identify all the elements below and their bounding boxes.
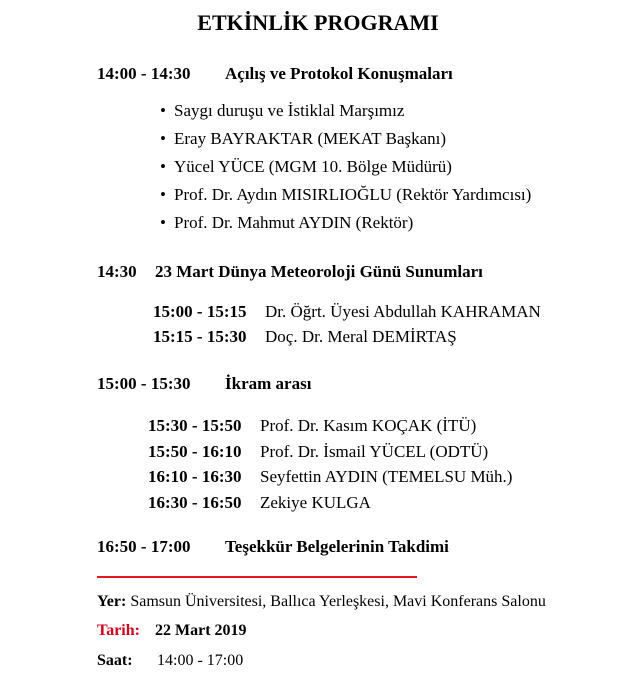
talk-row xyxy=(148,416,476,436)
talk-row xyxy=(153,327,457,347)
talk-row xyxy=(148,442,488,462)
bullet-icon: • xyxy=(160,213,166,232)
opening-time: 14:00 - 14:30 xyxy=(97,64,191,83)
talk-row xyxy=(148,493,371,513)
bullet-icon: • xyxy=(160,101,166,120)
talk-time: 15:15 - 15:30 xyxy=(153,327,247,346)
date-value: 22 Mart 2019 xyxy=(155,622,247,639)
date-info xyxy=(97,622,247,640)
list-item: • Eray BAYRAKTAR (MEKAT Başkanı) xyxy=(160,129,447,148)
list-item: • Yücel YÜCE (MGM 10. Bölge Müdürü) xyxy=(160,157,452,176)
talk-row xyxy=(148,467,512,487)
closing-title: Teşekkür Belgelerinin Takdimi xyxy=(225,537,449,556)
time-value: 14:00 - 17:00 xyxy=(157,652,244,669)
bullet-icon: • xyxy=(160,129,166,148)
break-time: 15:00 - 15:30 xyxy=(97,374,191,393)
talk-speaker: Prof. Dr. İsmail YÜCEL (ODTÜ) xyxy=(260,442,489,461)
opening-title: Açılış ve Protokol Konuşmaları xyxy=(225,64,453,83)
list-item: • Prof. Dr. Aydın MISIRLIOĞLU (Rektör Yardımcısı) xyxy=(160,185,532,204)
talk-speaker: Doç. Dr. Meral DEMİRTAŞ xyxy=(265,327,457,346)
session1-time: 14:30 xyxy=(97,262,137,281)
opening-header xyxy=(97,64,453,84)
session1-title: 23 Mart Dünya Meteoroloji Günü Sunumları xyxy=(155,262,483,281)
place-value: Samsun Üniversitesi, Ballıca Yerleşkesi, Mavi Konferans Salonu xyxy=(130,593,546,610)
talk-time: 15:30 - 15:50 xyxy=(148,416,242,435)
break-header xyxy=(97,374,311,394)
time-label: Saat: xyxy=(97,652,133,669)
place-info xyxy=(97,593,546,611)
talk-speaker: Dr. Öğrt. Üyesi Abdullah KAHRAMAN xyxy=(265,302,541,321)
divider-line xyxy=(97,576,417,578)
talk-speaker: Prof. Dr. Kasım KOÇAK (İTÜ) xyxy=(260,416,477,435)
bullet-icon: • xyxy=(160,157,166,176)
talk-speaker: Seyfettin AYDIN (TEMELSU Müh.) xyxy=(260,467,513,486)
place-label: Yer: xyxy=(97,593,127,610)
page-title: ETKİNLİK PROGRAMI xyxy=(197,10,439,35)
session1-header xyxy=(97,262,483,282)
date-label: Tarih: xyxy=(97,622,140,639)
closing-header xyxy=(97,537,449,557)
talk-row xyxy=(153,302,541,322)
break-title: İkram arası xyxy=(225,374,312,393)
bullet-icon: • xyxy=(160,185,166,204)
talk-speaker: Zekiye KULGA xyxy=(260,493,371,512)
talk-time: 15:50 - 16:10 xyxy=(148,442,242,461)
list-item: • Saygı duruşu ve İstiklal Marşımız xyxy=(160,101,405,120)
list-item: • Prof. Dr. Mahmut AYDIN (Rektör) xyxy=(160,213,414,232)
closing-time: 16:50 - 17:00 xyxy=(97,537,191,556)
talk-time: 16:30 - 16:50 xyxy=(148,493,242,512)
talk-time: 15:00 - 15:15 xyxy=(153,302,247,321)
talk-time: 16:10 - 16:30 xyxy=(148,467,242,486)
time-info xyxy=(97,652,243,670)
